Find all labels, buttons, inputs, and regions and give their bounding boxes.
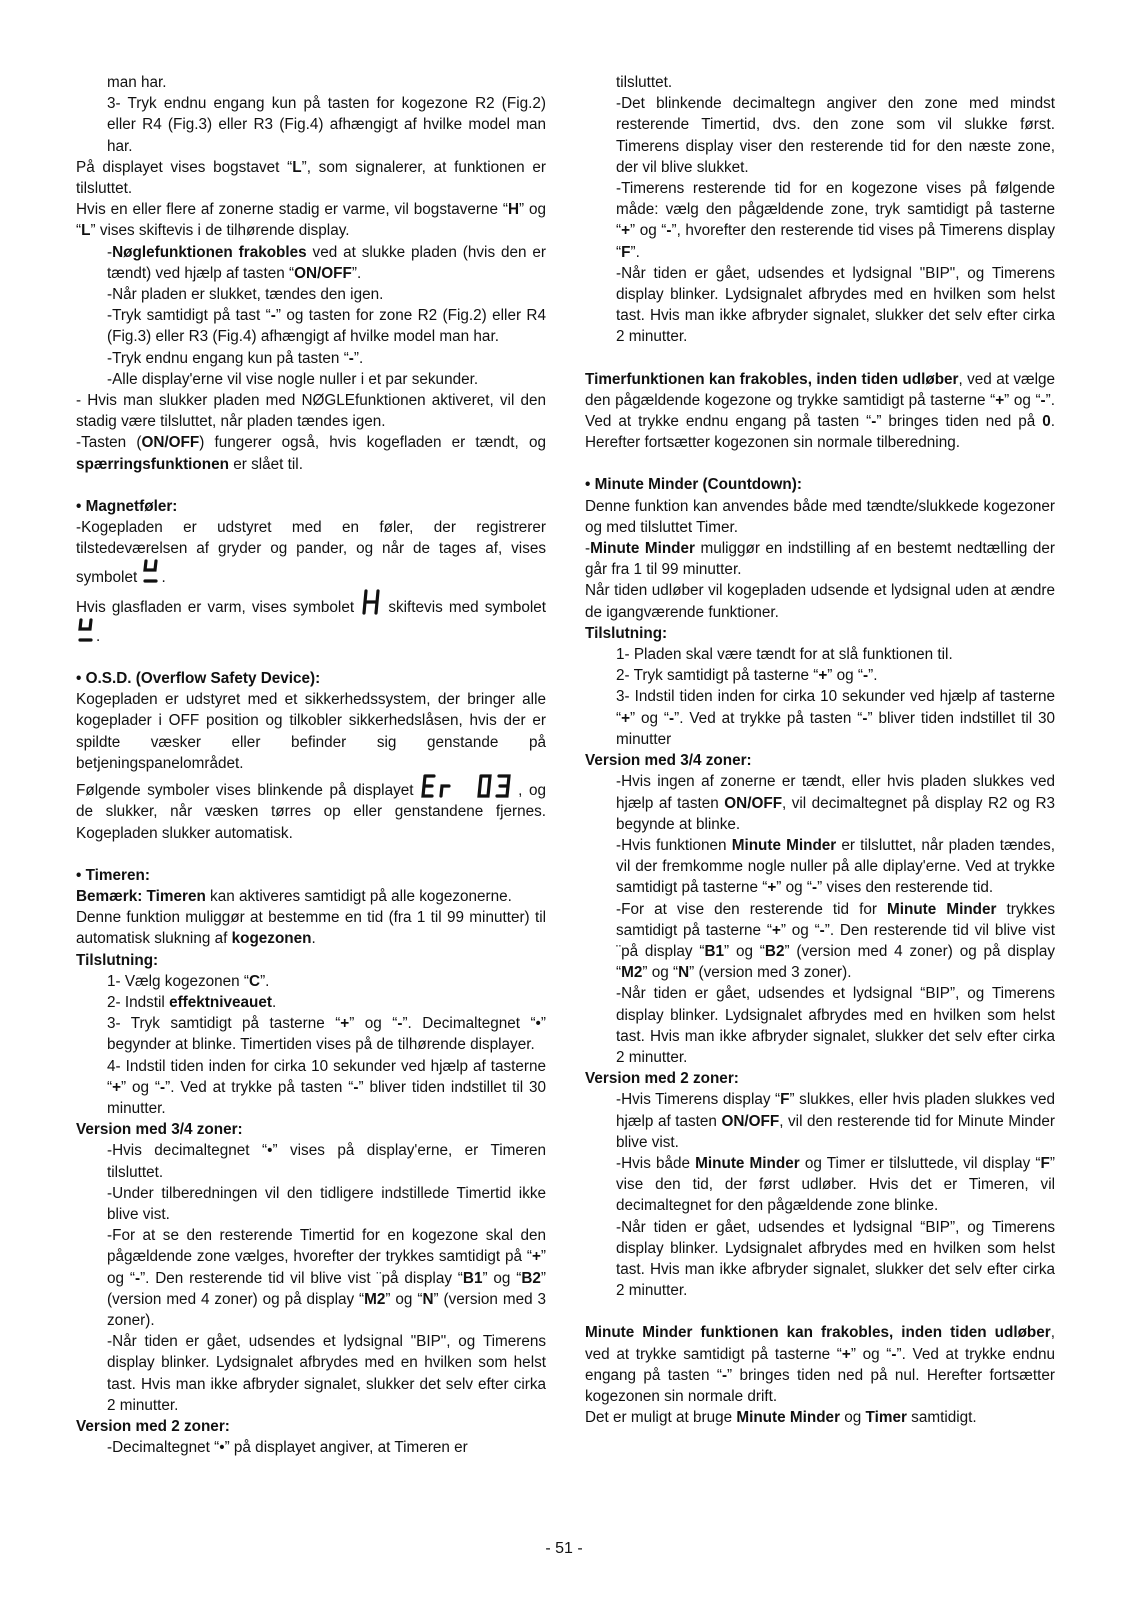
bold-text: Tilslutning: xyxy=(76,951,159,969)
bold-text: - xyxy=(397,1015,403,1033)
text-run: 1- Pladen skal være tændt for at slå funktionen til. xyxy=(616,646,953,664)
bold-text: Minute Minder funktionen kan frakobles, inden tiden udløber xyxy=(585,1324,1051,1342)
bold-text: M2 xyxy=(364,1290,386,1308)
text-run: -Hvis ingen af zonerne er tændt, eller hvis pladen slukkes ved hjælp af tasten xyxy=(616,773,1055,812)
text-run: Hvis en eller flere af zonerne stadig er varme, vil bogstaverne “ xyxy=(76,201,508,219)
text-run: . xyxy=(311,930,316,948)
text-paragraph xyxy=(76,496,546,517)
text-paragraph xyxy=(76,369,546,390)
text-run: -Når tiden er gået, udsendes et lydsignal "BIP", og Timerens display blinker. Lydsignalet afbrydes med en hvilken som helst tast. Hvis man ikke afbryder signalet, slukker det selv efter cirka 2 minutter. xyxy=(107,1333,546,1414)
bold-text: C xyxy=(249,972,261,990)
text-run: - Hvis man slukker pladen med NØGLEfunktionen aktiveret, vil den stadig være tilsluttet, når pladen tændes igen. xyxy=(76,392,546,431)
text-run: Kogepladen er udstyret med et sikkerhedssystem, der bringer alle kogeplader i OFF position og tilkobler sikkerhedslåsen, hvis der er spildte væsker eller befinder sig genstande på betjeningspanelområdet. xyxy=(76,691,546,772)
bold-text: - xyxy=(862,709,868,727)
text-run: -Decimaltegnet “•” på displayet angiver, at Timeren er xyxy=(107,1439,468,1457)
text-paragraph xyxy=(585,1068,1055,1089)
text-run: ” og “ xyxy=(642,964,679,982)
text-run: ” og “ xyxy=(776,879,812,897)
bold-text: B2 xyxy=(521,1269,541,1287)
text-run: ” og “ xyxy=(385,1290,423,1308)
text-run: . Herefter fortsætter kogezonen sin normale tilberedning. xyxy=(585,413,1055,452)
text-run: -Når tiden er gået, udsendes et lydsignal “BIP”, og Timerens display blinker. Lydsignalet afbrydes med en hvilken som helst tast. Hvis man ikke afbryder signalet, slukker det selv efter cirka 2 minutter. xyxy=(616,1218,1055,1300)
bold-text: + xyxy=(818,667,828,685)
text-run: -Tasten ( xyxy=(76,434,142,452)
text-paragraph xyxy=(585,263,1055,348)
text-run: Følgende symboler vises blinkende på displayet xyxy=(76,782,421,800)
text-run: -For at se den resterende Timertid for en kogezone skal den pågældende zone vælges, hvorefter der trykkes samtidigt på “ xyxy=(107,1227,546,1266)
bold-text: + xyxy=(841,1345,851,1363)
text-run: ” (version med 3 zoner). xyxy=(689,964,852,982)
text-run: . xyxy=(96,627,101,645)
text-paragraph xyxy=(76,992,546,1013)
text-run: ”. xyxy=(353,349,364,367)
text-paragraph xyxy=(76,1056,546,1120)
bold-text: L xyxy=(81,222,91,240)
bold-text: • Magnetføler: xyxy=(76,497,178,515)
bold-text: effektniveauet xyxy=(169,993,272,1011)
text-run: ”. xyxy=(351,264,362,282)
text-run: er tilsluttet, når pladen tændes, vil der fremkomme nogle nuller på alle diplay'erne. Ved at trykke samtidigt på tasterne “ xyxy=(616,836,1055,897)
bold-text: N xyxy=(678,964,690,982)
text-paragraph xyxy=(585,1153,1055,1217)
bold-text: M2 xyxy=(621,964,643,982)
text-run: man har. xyxy=(107,74,167,91)
bold-text: + xyxy=(112,1078,122,1096)
bold-text: + xyxy=(767,879,777,897)
text-run: 1- Vælg kogezonen “ xyxy=(107,972,250,990)
text-paragraph xyxy=(76,242,546,284)
paragraph-spacer xyxy=(76,475,546,496)
text-run: ” bliver tiden indstillet til 30 minutter. xyxy=(107,1078,546,1117)
text-run: ” og “ xyxy=(107,1248,546,1287)
bold-text: Timer xyxy=(865,1409,907,1427)
bold-text: Minute Minder xyxy=(731,836,837,854)
text-paragraph xyxy=(585,983,1055,1068)
page-number: - 51 - xyxy=(545,1540,583,1557)
text-paragraph xyxy=(585,72,1055,93)
text-run: 4- Indstil tiden inden for cirka 10 sekunder ved hjælp af tasterne “ xyxy=(107,1057,546,1096)
text-run: ”. xyxy=(260,972,270,990)
bold-text: - xyxy=(811,879,818,897)
text-run: -Når pladen er slukket, tændes den igen. xyxy=(107,286,384,304)
text-run: ” og “ xyxy=(780,921,820,939)
text-paragraph xyxy=(585,644,1055,665)
text-paragraph xyxy=(585,1322,1055,1407)
text-run: ” bliver tiden indstillet til 30 minutter xyxy=(616,709,1055,748)
text-paragraph xyxy=(76,284,546,305)
bold-text: + xyxy=(995,391,1005,409)
text-run: ” vises den resterende tid. xyxy=(817,879,994,897)
text-paragraph xyxy=(585,771,1055,835)
text-paragraph xyxy=(76,72,546,93)
text-run: - xyxy=(107,243,113,261)
text-paragraph xyxy=(76,1437,546,1458)
bold-text: - xyxy=(666,222,672,240)
bold-text: + xyxy=(340,1015,350,1033)
bold-text: Version med 3/4 zoner: xyxy=(76,1121,243,1139)
text-run: og Timer er tilsluttede, vil display “ xyxy=(799,1154,1041,1172)
bold-text: + xyxy=(531,1248,541,1266)
bold-text: Minute Minder xyxy=(887,900,997,918)
text-run: muliggør en indstilling af en bestemt nedtælling der går fra 1 til 99 minutter. xyxy=(585,540,1055,579)
bold-text: - xyxy=(819,921,825,939)
text-run: ” og tasten for zone R2 (Fig.2) eller R4 (Fig.3) eller R3 (Fig.4) afhængigt af hvilke model man har. xyxy=(107,307,546,346)
text-run: ” og “ xyxy=(850,1345,892,1363)
text-run: . xyxy=(161,569,166,587)
paragraph-spacer xyxy=(585,453,1055,474)
bold-text: Tilslutning: xyxy=(585,624,668,642)
bold-text: • O.S.D. (Overflow Safety Device): xyxy=(76,670,321,688)
bold-text: B1 xyxy=(462,1269,483,1287)
text-paragraph xyxy=(76,1416,546,1437)
text-run: ” og “ xyxy=(76,201,547,240)
text-paragraph xyxy=(76,1183,546,1225)
text-paragraph xyxy=(585,1407,1055,1428)
bold-text: Bemærk: Timeren xyxy=(76,887,206,905)
text-run: 3- Tryk samtidigt på tasterne “ xyxy=(107,1015,341,1033)
paragraph-spacer xyxy=(585,348,1055,369)
text-run: , og de slukker, når væsken tørres op eller genstandene fjernes. Kogepladen slukker automatisk. xyxy=(76,782,546,842)
text-run: -Alle display'erne vil vise nogle nuller i et par sekunder. xyxy=(107,370,479,388)
bold-text: ON/OFF xyxy=(294,264,352,282)
text-paragraph xyxy=(76,1013,546,1055)
text-paragraph xyxy=(585,899,1055,984)
text-run: ”. Ved at trykke på tasten “ xyxy=(165,1078,354,1096)
text-run: -For at vise den resterende tid for xyxy=(616,900,887,918)
text-run: På displayet vises bogstavet “ xyxy=(76,158,293,176)
bold-text: Version med 3/4 zoner: xyxy=(585,752,752,770)
text-run: Denne funktion muliggør at bestemme en tid (fra 1 til 99 minutter) til automatisk slukning af xyxy=(76,909,546,948)
overflow-error-symbol xyxy=(421,774,517,798)
left-column xyxy=(76,72,546,1458)
text-paragraph xyxy=(585,474,1055,495)
bold-text: ON/OFF xyxy=(724,794,783,812)
bold-text: F xyxy=(780,1091,790,1109)
text-run: ” og “ xyxy=(630,709,669,727)
text-run: ” og “ xyxy=(121,1078,160,1096)
text-paragraph xyxy=(76,886,546,907)
text-run: -Hvis funktionen xyxy=(616,836,732,854)
text-run: ” bringes tiden ned på nul. Herefter fortsætter kogezonen sin normale drift. xyxy=(585,1366,1055,1405)
text-paragraph xyxy=(585,1089,1055,1153)
text-run: ”. Ved at trykke på tasten “ xyxy=(674,709,863,727)
paragraph-spacer xyxy=(585,1301,1055,1322)
text-run: . xyxy=(271,993,277,1011)
bold-text: - xyxy=(160,1078,166,1096)
text-run: skiftevis med symbolet xyxy=(382,598,546,616)
text-run: ” og “ xyxy=(630,222,667,240)
text-paragraph xyxy=(76,348,546,369)
bold-text: ON/OFF xyxy=(141,434,200,452)
text-paragraph xyxy=(585,665,1055,686)
text-run: ”. Den resterende tid vil blive vist ¨på display “ xyxy=(616,921,1056,960)
text-run: Det er muligt at bruge xyxy=(585,1409,737,1427)
bold-text: 0 xyxy=(1042,413,1051,431)
text-paragraph xyxy=(76,1331,546,1416)
text-run: -Kogepladen er udstyret med en føler, der registrerer tilstedeværelsen af gryder og pander, og når de tages af, vises symbolet xyxy=(76,519,546,587)
text-run: ”. Decimaltegnet “•” begynder at blinke. Timertiden vises på de tilhørende displayer. xyxy=(107,1015,546,1054)
text-run: , ved at vælge den pågældende kogezone og trykke samtidigt på tasterne “ xyxy=(585,370,1055,409)
text-run: ”. Den resterende tid vil blive vist ¨på display “ xyxy=(140,1269,463,1287)
text-paragraph xyxy=(76,907,546,949)
text-paragraph xyxy=(585,580,1055,622)
text-paragraph xyxy=(585,623,1055,644)
text-paragraph xyxy=(76,390,546,432)
text-paragraph xyxy=(76,305,546,347)
text-paragraph xyxy=(585,369,1055,454)
paragraph-spacer xyxy=(76,647,546,668)
bold-text: - xyxy=(353,1078,359,1096)
text-run: trykkes samtidigt på tasterne “ xyxy=(616,900,1055,939)
text-paragraph xyxy=(76,1119,546,1140)
bold-text: - xyxy=(891,1345,897,1363)
text-run: -Hvis decimaltegnet “•” vises på display'erne, er Timeren tilsluttet. xyxy=(107,1142,546,1181)
text-run: ” og “ xyxy=(724,942,765,960)
bold-text: B2 xyxy=(764,942,785,960)
bold-text: - xyxy=(669,709,675,727)
text-run: kan aktiveres samtidigt på alle kogezonerne. xyxy=(205,887,512,905)
text-paragraph xyxy=(585,496,1055,538)
text-paragraph xyxy=(76,774,546,844)
bold-text: Minute Minder xyxy=(736,1409,841,1427)
text-paragraph xyxy=(76,517,546,589)
bold-text: - xyxy=(862,667,869,685)
text-run: og xyxy=(840,1409,866,1427)
text-run: 2- Tryk samtidigt på tasterne “ xyxy=(616,667,819,685)
paragraph-spacer xyxy=(76,844,546,865)
hot-surface-symbol xyxy=(361,589,381,615)
bold-text: Minute Minder xyxy=(590,540,695,558)
bold-text: B1 xyxy=(704,942,725,960)
text-run: ” og “ xyxy=(1004,391,1041,409)
bold-text: • Timeren: xyxy=(76,866,150,884)
bold-text: Timerfunktionen kan frakobles, inden tiden udløber xyxy=(585,370,959,388)
text-paragraph xyxy=(585,686,1055,750)
text-paragraph xyxy=(76,1225,546,1331)
bold-text: - xyxy=(871,413,877,431)
text-run: ved at slukke pladen (hvis den er tændt) ved hjælp af tasten “ xyxy=(107,243,546,282)
text-paragraph xyxy=(76,865,546,886)
bold-text: L xyxy=(292,158,302,176)
text-run: -Det blinkende decimaltegn angiver den zone med mindst resterende Timertid, dvs. den zone som vil slukke først. Timerens display viser den resterende tid for den næste zone, der vil blive slukket. xyxy=(616,95,1055,176)
text-run: ”. Ved at trykke endnu engang på tasten “ xyxy=(585,1345,1056,1384)
text-run: -Når tiden er gået, udsendes et lydsignal “BIP”, og Timerens display blinker. Lydsignalet afbrydes med en hvilken som helst tast. Hvis man ikke afbryder signalet, slukker det selv efter cirka 2 minutter. xyxy=(616,985,1055,1066)
bold-text: - xyxy=(270,307,276,325)
bold-text: spærringsfunktionen xyxy=(76,455,229,473)
text-run: , vil den resterende tid for Minute Minder blive vist. xyxy=(616,1112,1056,1151)
bold-text: - xyxy=(348,349,354,367)
text-paragraph xyxy=(76,93,546,157)
right-column xyxy=(585,72,1055,1428)
text-run: -Tryk samtidigt på tast “ xyxy=(107,307,271,325)
text-run: Når tiden udløber vil kogepladen udsende et lydsignal uden at ændre de igangværende funktioner. xyxy=(585,582,1055,621)
bold-text: kogezonen xyxy=(231,930,312,948)
text-paragraph xyxy=(76,950,546,971)
text-run: ” og “ xyxy=(349,1015,398,1033)
bold-text: + xyxy=(621,709,631,727)
text-run: samtidigt. xyxy=(906,1409,977,1427)
text-run: -Under tilberedningen vil den tidligere indstillede Timertid ikke blive vist. xyxy=(107,1184,546,1223)
text-paragraph xyxy=(76,432,546,474)
bold-text: H xyxy=(507,201,520,219)
bold-text: - xyxy=(134,1269,141,1287)
text-paragraph xyxy=(585,178,1055,263)
bold-text: F xyxy=(621,243,631,261)
text-run: ) fungerer også, hvis kogefladen er tændt, og xyxy=(199,434,546,452)
text-run: Denne funktion kan anvendes både med tændte/slukkede kogezoner og med tilsluttet Timer. xyxy=(585,497,1055,536)
text-run: , vil decimaltegnet på display R2 og R3 begynde at blinke. xyxy=(616,794,1055,833)
text-run: ” (version med 4 zoner) og på display “ xyxy=(616,942,1055,982)
text-paragraph xyxy=(585,538,1055,580)
text-paragraph xyxy=(76,971,546,992)
text-paragraph xyxy=(76,157,546,199)
text-run: ” slukkes, eller hvis pladen slukkes ved hjælp af tasten xyxy=(616,1091,1055,1130)
text-run: -Timerens resterende tid for en kogezone vises på følgende måde: vælg den pågældende zone, tryk samtidigt på tasterne “ xyxy=(616,180,1055,240)
bold-text: + xyxy=(621,222,631,240)
text-run: ” vise den tid, der først udløber. Hvis det er Timeren, vil decimaltegnet for den pågældende zone blinke. xyxy=(616,1154,1055,1215)
bold-text: Version med 2 zoner: xyxy=(585,1070,739,1088)
text-paragraph xyxy=(585,93,1055,178)
bold-text: • Minute Minder (Countdown): xyxy=(585,476,802,494)
text-paragraph xyxy=(585,835,1055,899)
text-run: -Hvis Timerens display “ xyxy=(616,1091,781,1109)
text-paragraph xyxy=(76,1140,546,1182)
text-run: -Når tiden er gået, udsendes et lydsignal "BIP", og Timerens display blinker. Lydsignalet afbrydes med en hvilken som helst tast. Hvis man ikke afbryder signalet, slukker det selv efter cirka 2 minutter. xyxy=(616,264,1055,346)
bold-text: Version med 2 zoner: xyxy=(76,1417,230,1435)
text-run: -Hvis både xyxy=(616,1154,696,1172)
bold-text: + xyxy=(771,921,781,939)
text-paragraph xyxy=(585,750,1055,771)
text-paragraph xyxy=(76,689,546,774)
text-run: ”. Ved at trykke endnu engang på tasten “ xyxy=(585,391,1056,431)
text-run: tilsluttet. xyxy=(616,74,673,91)
text-run: 2- Indstil xyxy=(107,993,170,1011)
bold-text: - xyxy=(721,1366,728,1384)
text-run: , ved at trykke samtidigt på tasterne “ xyxy=(585,1324,1055,1363)
text-run: ” bringes tiden ned på xyxy=(876,413,1043,431)
text-paragraph xyxy=(585,1217,1055,1302)
text-run: ” og “ xyxy=(827,667,863,685)
text-run: ”. xyxy=(630,243,640,261)
bold-text: N xyxy=(422,1290,434,1308)
bold-text: ON/OFF xyxy=(721,1112,780,1130)
text-run: - xyxy=(585,540,591,558)
text-run: er slået til. xyxy=(228,455,303,473)
text-run: 3- Indstil tiden inden for cirka 10 sekunder ved hjælp af tasterne “ xyxy=(616,688,1055,727)
text-run: ”. xyxy=(868,667,878,685)
text-run: ” vises skiftevis i de tilhørende display. xyxy=(90,222,350,240)
pan-absent-symbol xyxy=(77,618,95,644)
text-run: ” (version med 4 zoner) og på display “ xyxy=(107,1269,547,1308)
bold-text: - xyxy=(1040,391,1046,409)
text-paragraph xyxy=(76,199,546,241)
bold-text: Minute Minder xyxy=(695,1154,800,1172)
bold-text: F xyxy=(1040,1154,1050,1172)
text-run: ”, hvorefter den resterende tid vises på Timerens display “ xyxy=(616,222,1056,261)
text-run: -Tryk endnu engang kun på tasten “ xyxy=(107,349,349,367)
pan-absent-symbol xyxy=(142,559,160,585)
text-run: ” og “ xyxy=(482,1269,522,1287)
text-run: ”, som signalerer, at funktionen er tilsluttet. xyxy=(76,158,546,198)
text-paragraph xyxy=(76,589,546,647)
bold-text: Nøglefunktionen frakobles xyxy=(112,243,307,261)
text-run: 3- Tryk endnu engang kun på tasten for kogezone R2 (Fig.2) eller R4 (Fig.3) eller R3 (Fig.4) afhængigt af hvilke model man har. xyxy=(107,95,546,155)
text-run: ” (version med 3 zoner). xyxy=(107,1290,546,1329)
text-run: Hvis glasfladen er varm, vises symbolet xyxy=(76,598,361,616)
text-paragraph xyxy=(76,668,546,689)
